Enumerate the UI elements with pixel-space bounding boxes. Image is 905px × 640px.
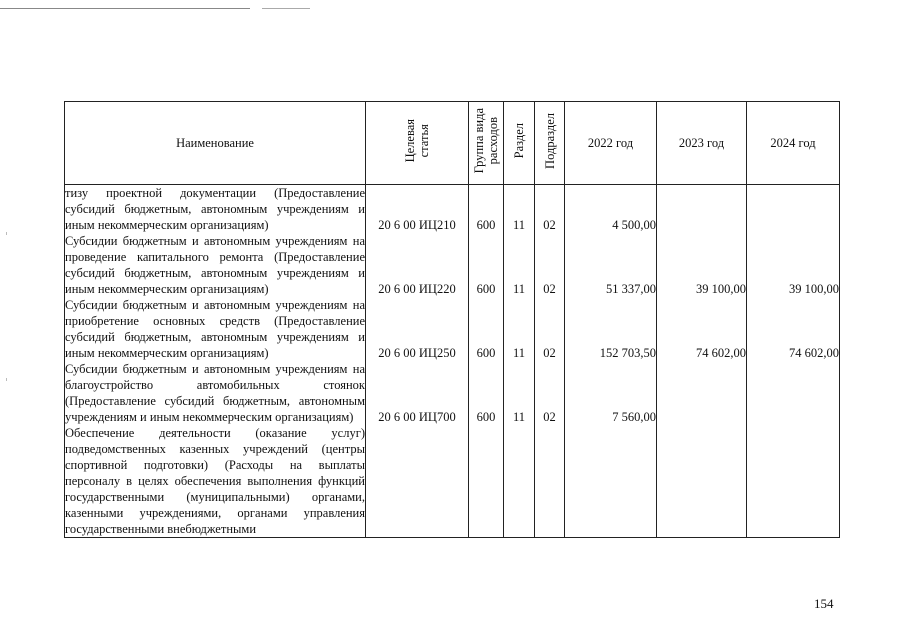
row-expense-group: 600 (469, 361, 504, 425)
row-target-article: 20 6 00 ИЦ700 (366, 361, 469, 425)
row-subsection: 02 (535, 233, 565, 297)
header-2022-label: 2022 год (587, 136, 634, 150)
table-header-row (65, 102, 840, 185)
row-subsection: 02 (535, 361, 565, 425)
row-2022: 152 703,50 (565, 297, 657, 361)
table-row (65, 233, 840, 297)
row-section (504, 425, 535, 538)
header-2024 (747, 102, 840, 185)
row-2023 (657, 425, 747, 538)
row-2024: 39 100,00 (747, 233, 840, 297)
row-section: 11 (504, 297, 535, 361)
page-number: 154 (814, 596, 834, 611)
header-section (504, 102, 535, 185)
header-subsection (535, 102, 565, 185)
budget-table (64, 101, 840, 538)
table-row (65, 297, 840, 361)
row-expense-group: 600 (469, 185, 504, 234)
header-2022 (565, 102, 657, 185)
header-2024-label: 2024 год (770, 136, 816, 150)
row-name: тизу проектной документации (Предоставление субсидий бюджетным, автономным учреждениям и иным некоммерческим организациям) (65, 186, 365, 232)
row-2023 (657, 361, 747, 425)
header-name (65, 102, 366, 185)
row-name: Субсидии бюджетным и автономным учреждениям на благоустройство автомобильных стоянок (Предоставление субсидий бюджетным, автономным учреждениям и иным некоммерческим организациям) (65, 362, 365, 424)
row-2023 (657, 185, 747, 234)
row-2024 (747, 361, 840, 425)
row-expense-group: 600 (469, 233, 504, 297)
row-target-article: 20 6 00 ИЦ220 (366, 233, 469, 297)
table-row (65, 425, 840, 538)
header-2023-label: 2023 год (678, 136, 725, 150)
row-subsection: 02 (535, 185, 565, 234)
header-subsection-label: Подраздел (542, 113, 557, 169)
row-2024: 74 602,00 (747, 297, 840, 361)
scan-artifact-line (262, 8, 310, 9)
row-2022: 7 560,00 (565, 361, 657, 425)
row-2022: 4 500,00 (565, 185, 657, 234)
row-subsection: 02 (535, 297, 565, 361)
table-row (65, 361, 840, 425)
header-expense-group (469, 102, 504, 185)
row-target-article: 20 6 00 ИЦ250 (366, 297, 469, 361)
row-section: 11 (504, 185, 535, 234)
row-expense-group (469, 425, 504, 538)
row-target-article (366, 425, 469, 538)
row-subsection (535, 425, 565, 538)
scan-artifact-dot (6, 232, 7, 235)
row-2024 (747, 425, 840, 538)
row-section: 11 (504, 361, 535, 425)
row-2024 (747, 185, 840, 234)
row-name: Субсидии бюджетным и автономным учреждениям на приобретение основных средств (Предоставление субсидий бюджетным, автономным учреждениям и иным некоммерческим организациям) (65, 298, 365, 360)
table-row (65, 185, 840, 234)
header-target-article (366, 102, 469, 185)
header-2023 (657, 102, 747, 185)
row-2022 (565, 425, 657, 538)
row-2022: 51 337,00 (565, 233, 657, 297)
header-target-article-label: Целевая статья (403, 119, 431, 163)
row-expense-group: 600 (469, 297, 504, 361)
header-expense-group-label: Группа вида расходов (472, 108, 500, 174)
row-section: 11 (504, 233, 535, 297)
header-name-label: Наименование (176, 136, 254, 150)
header-section-label: Раздел (512, 123, 526, 159)
row-2023: 74 602,00 (657, 297, 747, 361)
row-target-article: 20 6 00 ИЦ210 (366, 185, 469, 234)
row-name: Субсидии бюджетным и автономным учреждениям на проведение капитального ремонта (Предоставление субсидий бюджетным, автономным учреждениям и иным некоммерческим организациям) (65, 234, 365, 296)
row-2023: 39 100,00 (657, 233, 747, 297)
scan-artifact-line (0, 8, 250, 9)
scan-artifact-dot (6, 378, 7, 381)
row-name: Обеспечение деятельности (оказание услуг) подведомственных казенных учреждений (центры спортивной подготовки) (Расходы на выплаты персоналу в целях обеспечения выполнения функций государственными (муниципальными) органами, казенными учреждениями, органами управления государственными внебюджетными (65, 426, 365, 536)
